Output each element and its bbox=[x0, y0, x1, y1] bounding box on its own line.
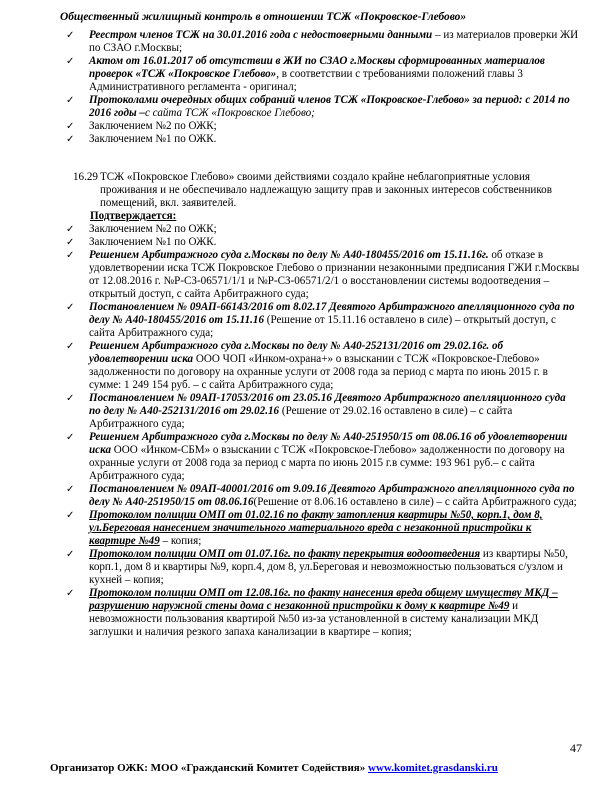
list-item bbox=[60, 548, 580, 587]
top-evidence-list bbox=[60, 29, 580, 146]
page-header: Общественный жилищный контроль в отношении ТСЖ «Покровское-Глебово» bbox=[60, 11, 467, 23]
item-text: (Решение от 15.11.16 оставлено в силе) – открытый доступ, с сайта Арбитражного суда; bbox=[89, 314, 556, 339]
item-text: Заключением №1 по ОЖК. bbox=[89, 133, 217, 145]
item-text: (Решение от 8.06.16 оставлено в силе) – с сайта Арбитражного суда; bbox=[253, 496, 577, 508]
item-text: с сайта ТСЖ «Покровское Глебово; bbox=[144, 107, 315, 119]
item-bold-text: Протоколом полиции ОМП от 01.02.16 по факту затопления квартиры №50, корп.1, дом 8, ул.Береговая нанесением значительного материального вреда с незаконной пристройки к квартире №49 bbox=[89, 509, 543, 547]
checkmark-icon: ✓ bbox=[66, 237, 75, 248]
checkmark-icon: ✓ bbox=[66, 134, 75, 145]
checkmark-icon: ✓ bbox=[66, 341, 75, 352]
list-item bbox=[60, 120, 580, 133]
list-item bbox=[60, 55, 580, 94]
item-bold-text: Постановлением № 09АП-17053/2016 от 23.05.16 Девятого Арбитражного апелляционного суда по делу № А40-252131/2016 от 29.02.16 bbox=[89, 392, 566, 417]
list-item bbox=[60, 509, 580, 548]
checkmark-icon: ✓ bbox=[66, 393, 75, 404]
section-text: ТСЖ «Покровское Глебово» своими действиями создало крайне неблагоприятные условия проживания и не обеспечивало надлежащую защиту прав и законных интересов собственников помещений, вкл. заявителей. bbox=[100, 171, 552, 209]
checkmark-icon: ✓ bbox=[66, 56, 75, 67]
item-bold-text: Актом от 16.01.2017 об отсутствии в ЖИ по СЗАО г.Москвы сформированных материалов проверок «ТСЖ «Покровское Глебово» bbox=[89, 55, 545, 80]
item-text: – копия; bbox=[159, 535, 202, 547]
footer-org: Организатор ОЖК: МОО «Гражданский Комитет Содействия» bbox=[50, 762, 366, 774]
item-bold-text: Протоколом полиции ОМП от 01.07.16г. по факту перекрытия водоотведения bbox=[89, 548, 481, 560]
item-text: Заключением №1 по ОЖК. bbox=[89, 236, 217, 248]
item-bold-text: Постановлением № 09АП-40001/2016 от 9.09.16 Девятого Арбитражного апелляционного суда по делу № А40-251950/15 от 08.06.16 bbox=[89, 483, 575, 508]
confirm-heading: Подтверждается: bbox=[90, 210, 177, 222]
list-item bbox=[60, 236, 580, 249]
confirm-evidence-list bbox=[60, 223, 580, 639]
item-text: об отказе в удовлетворении иска ТСЖ Покровское Глебово о признании незаконными предписания ГЖИ г.Москвы от 12.08.2016 г. №Р-СЗ-06571/1/1 и №Р-СЗ-06571/2/1 о восстановлении системы водоотведения – открытый доступ, с сайта Арбитражного суда; bbox=[89, 249, 580, 300]
item-bold-text: Протоколами очередных общих собраний членов ТСЖ «Покровское-Глебово» за период: с 2014 по 2016 годы – bbox=[89, 94, 570, 119]
document-body bbox=[60, 29, 580, 639]
list-item bbox=[60, 587, 580, 639]
checkmark-icon: ✓ bbox=[66, 30, 75, 41]
item-text: , в соответствии с требованиями положений главы 3 Административного регламента - оригинал; bbox=[89, 68, 523, 93]
item-bold-text: Реестром членов ТСЖ на 30.01.2016 года с недостоверными данными bbox=[89, 29, 433, 41]
section-number: 16.29 bbox=[73, 171, 98, 183]
item-bold-text: Решением Арбитражного суда г.Москвы по делу № А40-252131/2016 от 29.02.16г. об удовлетворении иска bbox=[89, 340, 504, 365]
list-item bbox=[60, 431, 580, 483]
footer-link[interactable]: www.komitet.grasdanski.ru bbox=[368, 762, 498, 774]
item-text: Заключением №2 по ОЖК; bbox=[89, 120, 217, 132]
list-item bbox=[60, 483, 580, 509]
checkmark-icon: ✓ bbox=[66, 549, 75, 560]
list-item bbox=[60, 392, 580, 431]
item-text: и невозможности пользования квартирой №50 из-за установленной в систему канализации МКД заглушки и наличия резкого запаха канализации в квартире – копия; bbox=[89, 600, 539, 638]
item-text: ООО ЧОП «Инком-охрана+» о взыскании с ТСЖ «Покровское-Глебово» задолженности по договору на охранные услуги от 2008 года за период с марта по июнь 2015 г. в сумме: 1 249 154 руб. – с сайта Арбитражного суда; bbox=[89, 353, 548, 391]
list-item bbox=[60, 301, 580, 340]
section-16-29 bbox=[60, 171, 580, 210]
checkmark-icon: ✓ bbox=[66, 302, 75, 313]
item-bold-text: Протоколом полиции ОМП от 12.08.16г. по факту нанесения вреда общему имуществу МКД – разрушению наружной стены дома с незаконной пристройки к дому к квартире №49 bbox=[89, 587, 558, 612]
list-item bbox=[60, 340, 580, 392]
list-item bbox=[60, 94, 580, 120]
checkmark-icon: ✓ bbox=[66, 121, 75, 132]
checkmark-icon: ✓ bbox=[66, 510, 75, 521]
list-item bbox=[60, 29, 580, 55]
checkmark-icon: ✓ bbox=[66, 588, 75, 599]
checkmark-icon: ✓ bbox=[66, 95, 75, 106]
item-text: (Решение от 29.02.16 оставлено в силе) – с сайта Арбитражного суда; bbox=[89, 405, 513, 430]
item-text: ООО «Инком-СБМ» о взыскании с ТСЖ «Покровское-Глебово» задолженности по договору на охранные услуги от 2008 года за период с марта по июнь 2015 г.в сумме: 193 961 руб.– с сайта Арбитражного суда; bbox=[89, 444, 565, 482]
item-bold-text: Решением Арбитражного суда г.Москвы по делу № А40-251950/15 от 08.06.16 об удовлетворении иска bbox=[89, 431, 568, 456]
page-footer bbox=[50, 762, 570, 775]
item-bold-text: Постановлением № 09АП-66143/2016 от 8.02.17 Девятого Арбитражного апелляционного суда по делу № А40-180455/2016 от 15.11.16 bbox=[89, 301, 575, 326]
item-text: – из материалов проверки ЖИ по СЗАО г.Москвы; bbox=[89, 29, 579, 54]
checkmark-icon: ✓ bbox=[66, 432, 75, 443]
page-number: 47 bbox=[570, 741, 582, 755]
list-item bbox=[60, 249, 580, 301]
list-item bbox=[60, 133, 580, 146]
item-text: из квартиры №50, корп.1, дом 8 и квартиры №9, корп.4, дом 8, ул.Береговая и невозможностью пользоваться с/узлом и кухней – копия; bbox=[89, 548, 568, 586]
item-text: Заключением №2 по ОЖК; bbox=[89, 223, 217, 235]
list-item bbox=[60, 223, 580, 236]
item-bold-text: Решением Арбитражного суда г.Москвы по делу № А40-180455/2016 от 15.11.16г. bbox=[89, 249, 489, 261]
checkmark-icon: ✓ bbox=[66, 250, 75, 261]
checkmark-icon: ✓ bbox=[66, 224, 75, 235]
checkmark-icon: ✓ bbox=[66, 484, 75, 495]
